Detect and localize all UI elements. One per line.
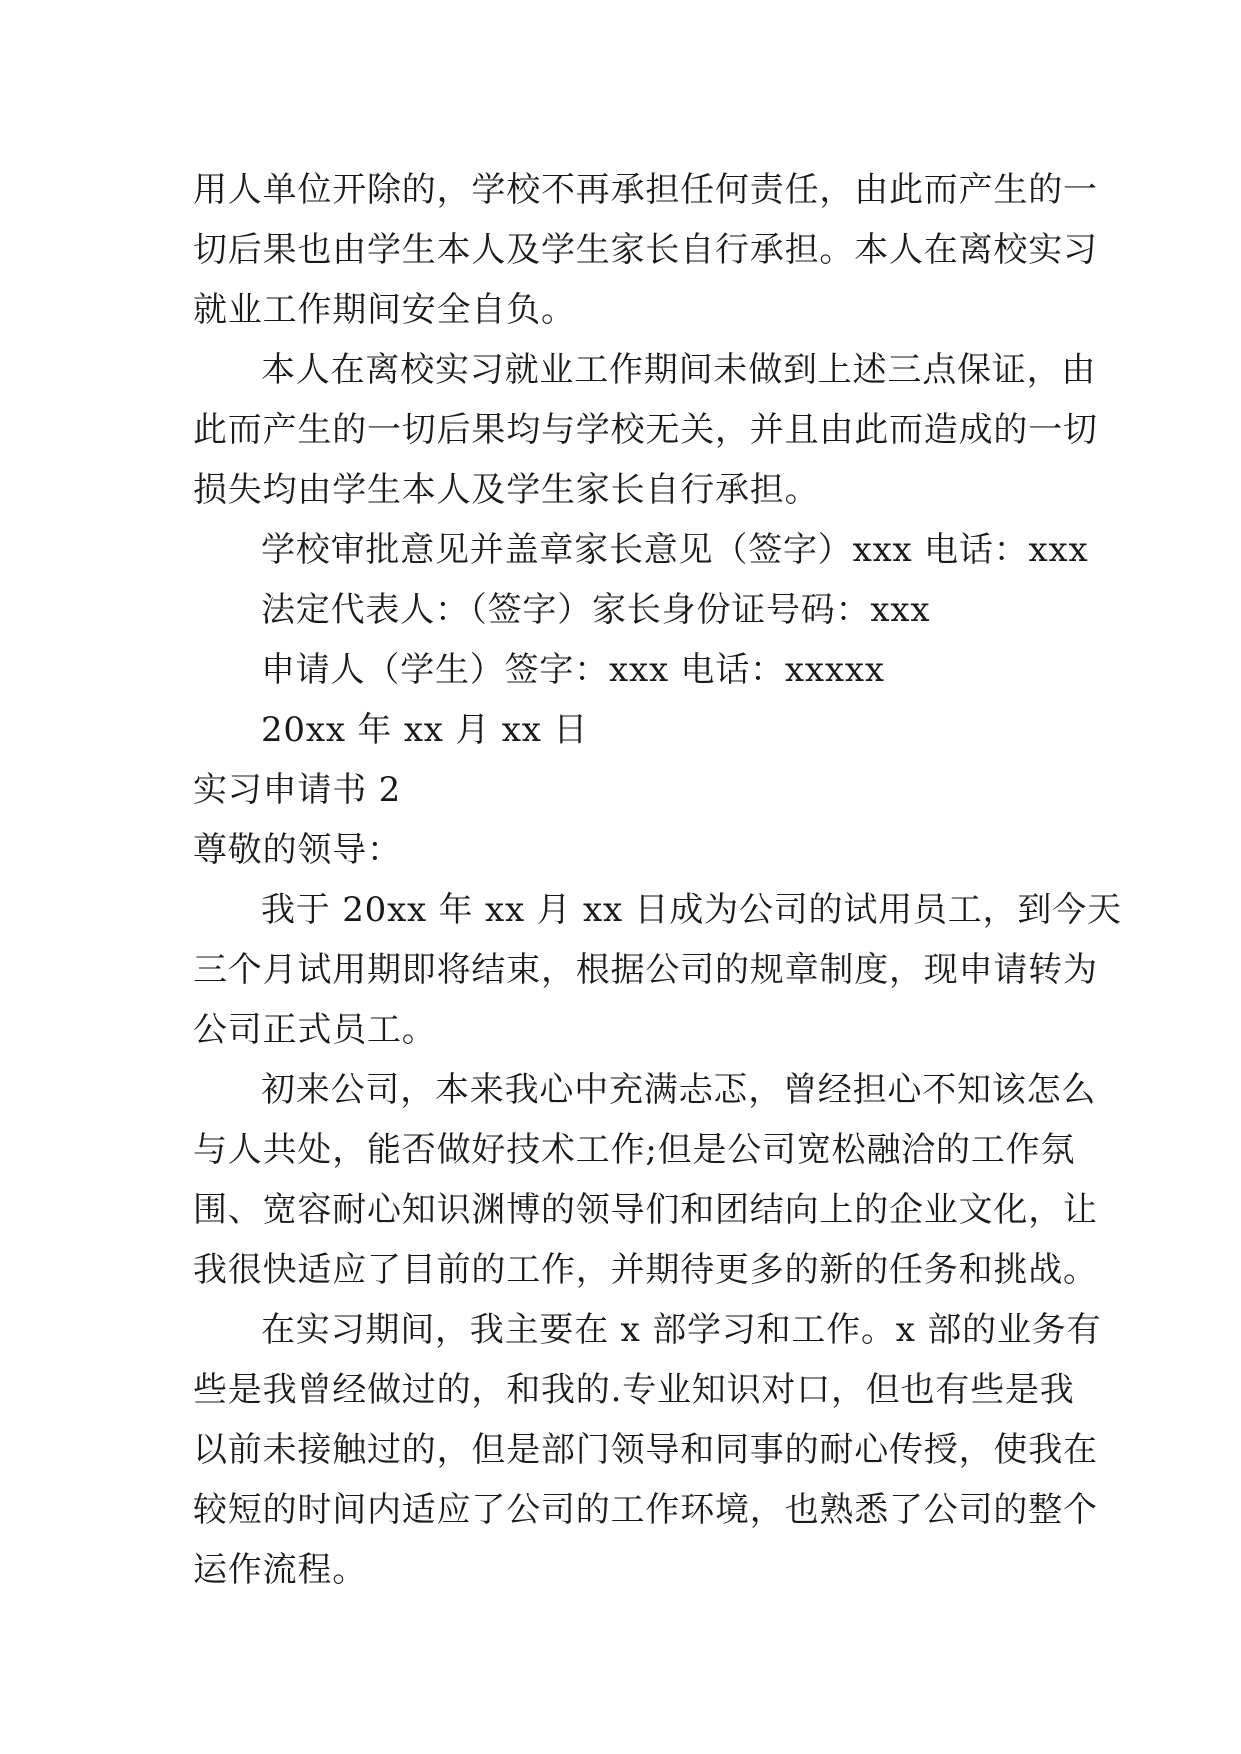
text-line: 三个月试用期即将结束，根据公司的规章制度，现申请转为 — [193, 950, 1098, 990]
text-line: 20xx 年 xx 月 xx 日 — [261, 710, 589, 750]
text-line: 此而产生的一切后果均与学校无关，并且由此而造成的一切 — [193, 410, 1098, 450]
text-line: 围、宽容耐心知识渊博的领导们和团结向上的企业文化，让 — [193, 1190, 1098, 1230]
text-line: 法定代表人：（签字）家长身份证号码：xxx — [261, 590, 931, 630]
text-line: 尊敬的领导： — [193, 830, 402, 870]
text-line: 运作流程。 — [193, 1550, 367, 1590]
text-line: 学校审批意见并盖章家长意见（签字）xxx 电话：xxx — [261, 530, 1089, 570]
text-line: 切后果也由学生本人及学生家长自行承担。本人在离校实习 — [193, 230, 1098, 270]
text-line: 以前未接触过的，但是部门领导和同事的耐心传授，使我在 — [193, 1430, 1098, 1470]
text-line: 我很快适应了目前的工作，并期待更多的新的任务和挑战。 — [193, 1250, 1098, 1290]
text-line: 本人在离校实习就业工作期间未做到上述三点保证，由 — [261, 350, 1097, 390]
text-line: 与人共处，能否做好技术工作;但是公司宽松融洽的工作氛 — [193, 1130, 1076, 1170]
text-line: 初来公司，本来我心中充满忐忑，曾经担心不知该怎么 — [261, 1070, 1097, 1110]
text-line: 在实习期间，我主要在 x 部学习和工作。x 部的业务有 — [261, 1310, 1102, 1350]
text-line: 用人单位开除的，学校不再承担任何责任，由此而产生的一 — [193, 170, 1098, 210]
text-line: 公司正式员工。 — [193, 1010, 437, 1050]
text-line: 些是我曾经做过的，和我的.专业知识对口，但也有些是我 — [193, 1370, 1075, 1410]
section-title: 实习申请书 2 — [193, 770, 402, 810]
text-line: 就业工作期间安全自负。 — [193, 290, 576, 330]
text-line: 我于 20xx 年 xx 月 xx 日成为公司的试用员工，到今天 — [261, 890, 1122, 930]
text-line: 较短的时间内适应了公司的工作环境，也熟悉了公司的整个 — [193, 1490, 1098, 1530]
text-line: 损失均由学生本人及学生家长自行承担。 — [193, 470, 820, 510]
text-line: 申请人（学生）签字：xxx 电话：xxxxx — [261, 650, 885, 690]
document-body — [193, 160, 1122, 1600]
